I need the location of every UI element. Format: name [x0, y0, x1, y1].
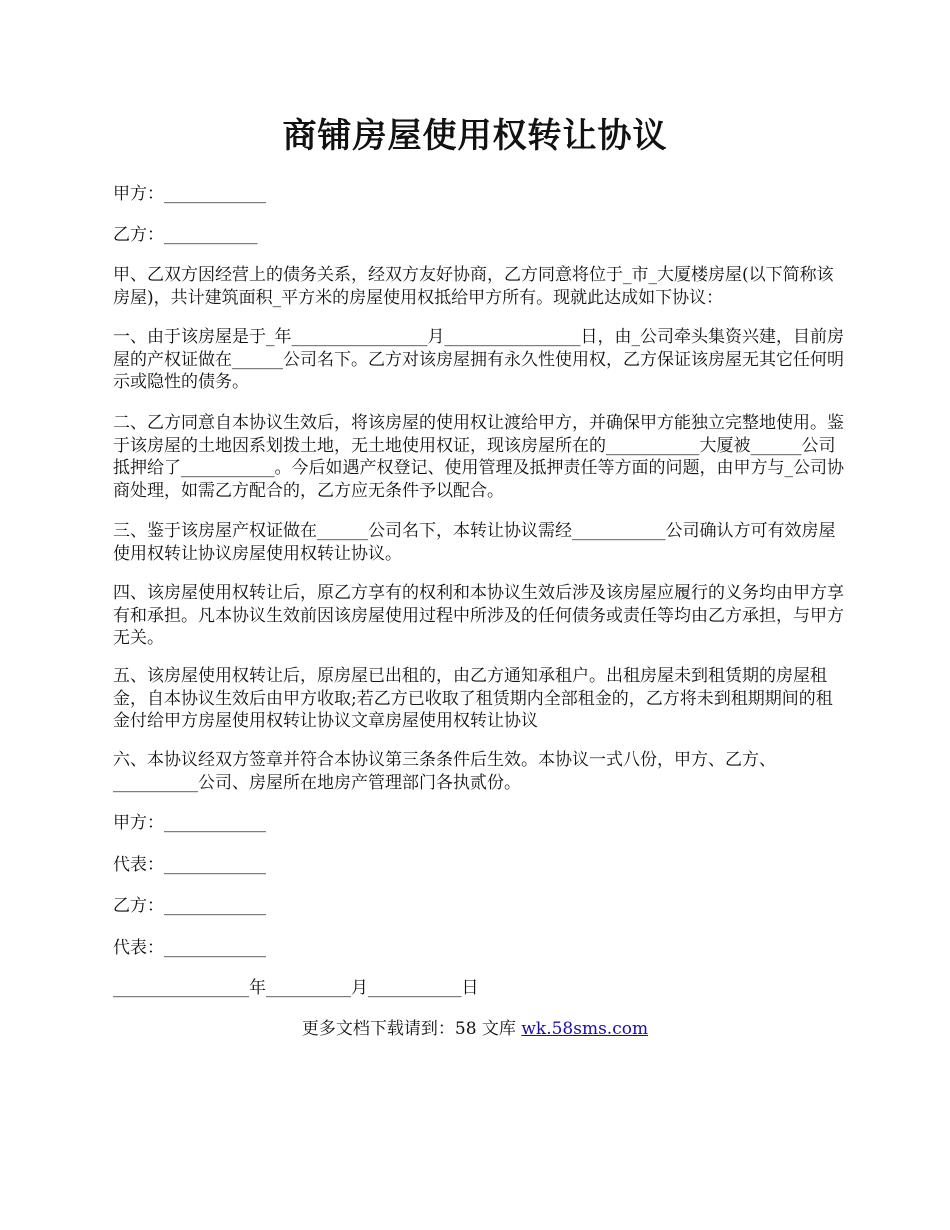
clause-6: 六、本协议经双方签章并符合本协议第三条条件后生效。本协议一式八份，甲方、乙方、__________公司、房屋所在地房产管理部门各执贰份。 [113, 750, 776, 793]
clause-5: 五、该房屋使用权转让后，原房屋已出租的，由乙方通知承租户。出租房屋未到租赁期的房屋租金，自本协议生效后由甲方收取;若乙方已收取了租赁期内全部租金的，乙方将未到租期期间的租金付给甲方房屋使用权转让协议文章房屋使用权转让协议 [113, 666, 833, 731]
header-party-b: 乙方：___________ [113, 225, 258, 245]
clause-3: 三、鉴于该房屋产权证做在______公司名下，本转让协议需经___________公司确认方可有效房屋使用权转让协议房屋使用权转让协议。 [113, 521, 836, 564]
sign-representative-a: 代表：____________ [113, 855, 266, 875]
sign-representative-b: 代表：____________ [113, 938, 266, 958]
date-line: ________________年__________月___________日 [113, 978, 479, 998]
sign-party-b: 乙方：____________ [113, 896, 266, 916]
intro-paragraph: 甲、乙双方因经营上的债务关系，经双方友好协商，乙方同意将位于_市_大厦楼房屋(以下简称该房屋)，共计建筑面积_平方米的房屋使用权抵给甲方所有。现就此达成如下协议： [113, 265, 834, 308]
header-party-a: 甲方：____________ [113, 184, 266, 204]
clause-1: 一、由于该房屋是于_年________________月________________日，由_公司牵头集资兴建，目前房屋的产权证做在______公司名下。乙方对该房屋拥有永久性使用权，乙方保证该房屋无其它任何明示或隐性的债务。 [113, 327, 844, 392]
footer-note [0, 1018, 950, 1040]
footer-prefix: 更多文档下载请到：58 文库 [301, 1019, 522, 1039]
document-title: 商铺房屋使用权转让协议 [282, 116, 668, 156]
clause-4: 四、该房屋使用权转让后，原乙方享有的权利和本协议生效后涉及该房屋应履行的义务均由甲方享有和承担。凡本协议生效前因该房屋使用过程中所涉及的任何债务或责任等均由乙方承担，与甲方无关。 [113, 583, 844, 648]
footer-link[interactable]: wk.58sms.com [521, 1019, 649, 1039]
sign-party-a: 甲方：____________ [113, 813, 266, 833]
clause-2: 二、乙方同意自本协议生效后，将该房屋的使用权让渡给甲方，并确保甲方能独立完整地使用。鉴于该房屋的土地因系划拨土地，无土地使用权证，现该房屋所在的___________大厦被______公司抵押给了___________。今后如遇产权登记、使用管理及抵押责任等方面的问题，由甲方与_公司协商处理，如需乙方配合的，乙方应无条件予以配合。 [113, 413, 844, 501]
